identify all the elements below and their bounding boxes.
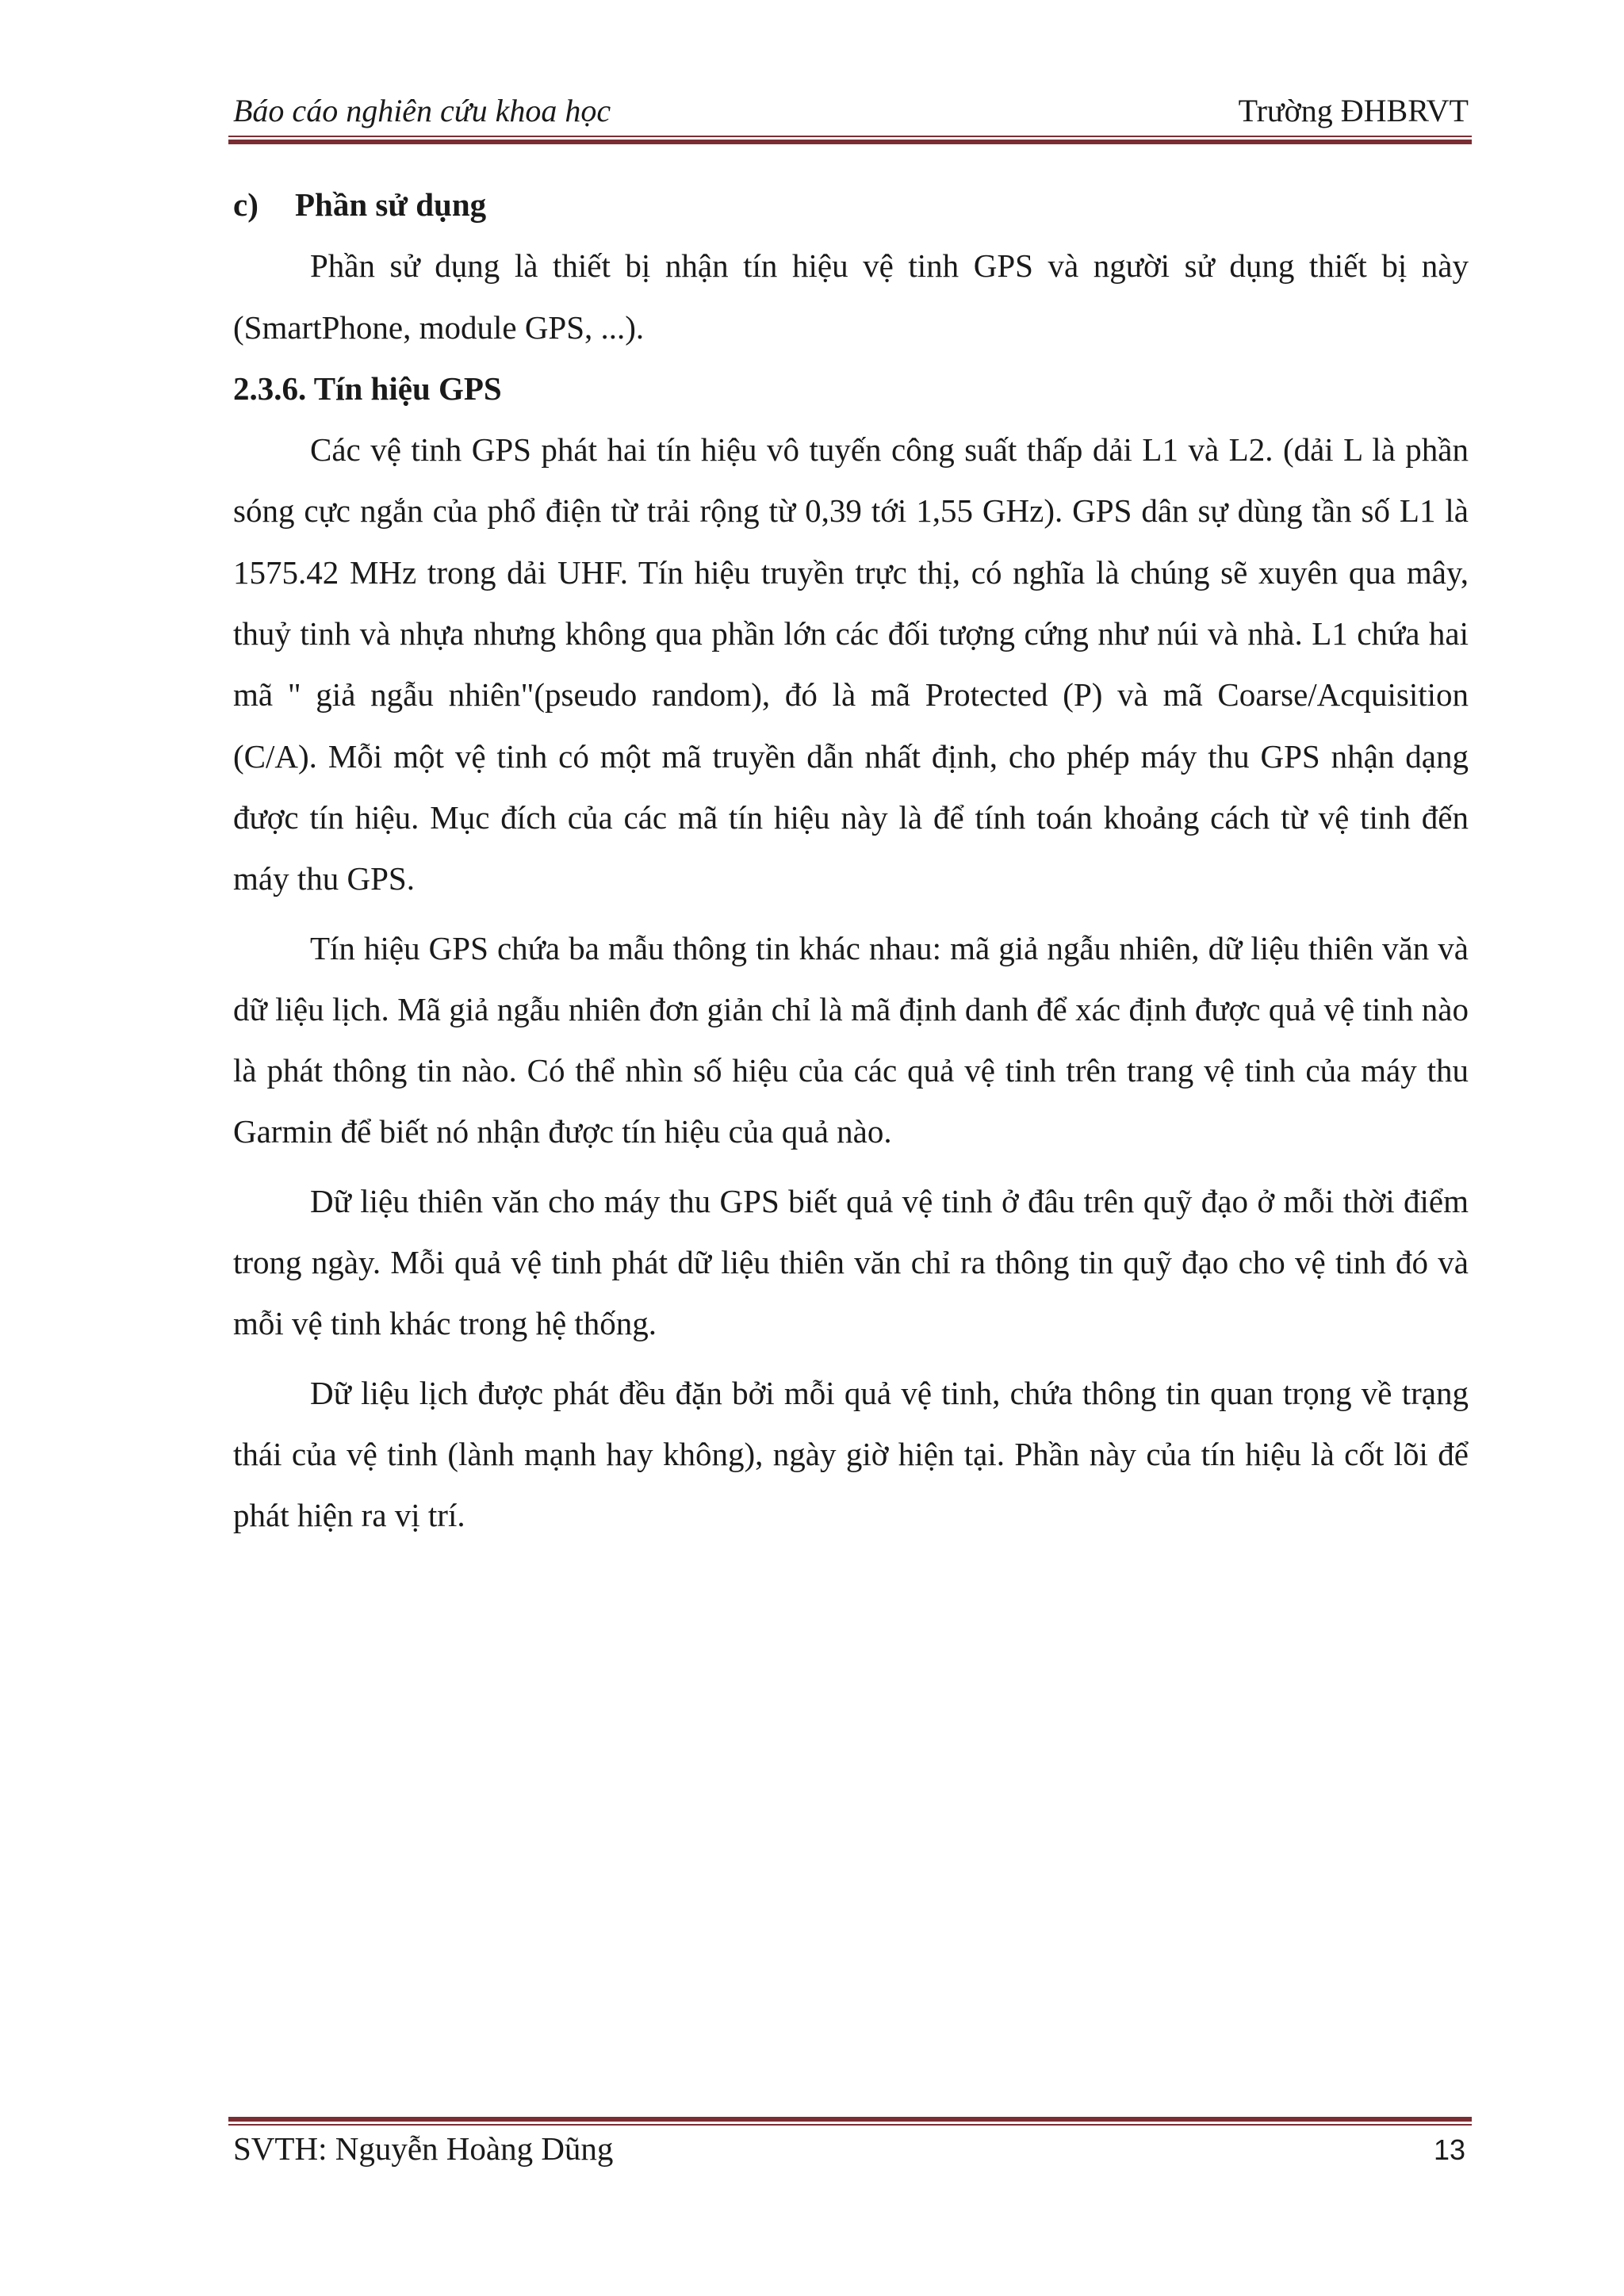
header-rule-thin xyxy=(228,136,1472,137)
paragraph-c: Phần sử dụng là thiết bị nhận tín hiệu vệ tinh GPS và người sử dụng thiết bị này (SmartPhone, module GPS, ...). xyxy=(233,247,1469,346)
page-header xyxy=(228,79,1472,127)
section-marker: c) xyxy=(233,186,259,223)
paragraph-3: Dữ liệu thiên văn cho máy thu GPS biết quả vệ tinh ở đâu trên quỹ đạo ở mỗi thời điểm trong ngày. Mỗi quả vệ tinh phát dữ liệu thiên văn chỉ ra thông tin quỹ đạo cho vệ tinh đó và mỗi vệ tinh khác trong hệ thống. xyxy=(233,1182,1469,1342)
page-footer xyxy=(228,2130,1472,2180)
paragraph-4: Dữ liệu lịch được phát đều đặn bởi mỗi quả vệ tinh, chứa thông tin quan trọng về trạng thái của vệ tinh (lành mạnh hay không), ngày giờ hiện tại. Phần này của tín hiệu là cốt lõi để phát hiện ra vị trí. xyxy=(233,1374,1469,1534)
header-school-name: Trường ĐHBRVT xyxy=(1238,93,1469,128)
section-title: Phần sử dụng xyxy=(295,186,487,223)
footer-rule-thin xyxy=(228,2124,1472,2126)
page-number: 13 xyxy=(1433,2133,1465,2166)
paragraph-2: Tín hiệu GPS chứa ba mẫu thông tin khác nhau: mã giả ngẫu nhiên, dữ liệu thiên văn và dữ liệu lịch. Mã giả ngẫu nhiên đơn giản chỉ là mã định danh để xác định được quả vệ tinh nào là phát thông tin nào. Có thể nhìn số hiệu của các quả vệ tinh trên trang vệ tinh của máy thu Garmin để biết nó nhận được tín hiệu của quả nào. xyxy=(233,929,1469,1150)
footer-author: SVTH: Nguyễn Hoàng Dũng xyxy=(233,2130,614,2167)
footer-rule-thick xyxy=(228,2117,1472,2122)
header-rule-thick xyxy=(228,140,1472,144)
header-report-title: Báo cáo nghiên cứu khoa học xyxy=(233,93,611,128)
page-content xyxy=(233,174,1469,1547)
section-heading-2-3-6: 2.3.6. Tín hiệu GPS xyxy=(233,369,502,407)
paragraph-1: Các vệ tinh GPS phát hai tín hiệu vô tuyến công suất thấp dải L1 và L2. (dải L là phần sóng cực ngắn của phổ điện từ trải rộng từ 0,39 tới 1,55 GHz). GPS dân sự dùng tần số L1 là 1575.42 MHz trong dải UHF. Tín hiệu truyền trực thị, có nghĩa là chúng sẽ xuyên qua mây, thuỷ tinh và nhựa nhưng không qua phần lớn các đối tượng cứng như núi và nhà. L1 chứa hai mã " giả ngẫu nhiên"(pseudo random), đó là mã Protected (P) và mã Coarse/Acquisition (C/A). Mỗi một vệ tinh có một mã truyền dẫn nhất định, cho phép máy thu GPS nhận dạng được tín hiệu. Mục đích của các mã tín hiệu này là để tính toán khoảng cách từ vệ tinh đến máy thu GPS. xyxy=(233,431,1469,897)
section-heading-c xyxy=(233,174,1469,235)
